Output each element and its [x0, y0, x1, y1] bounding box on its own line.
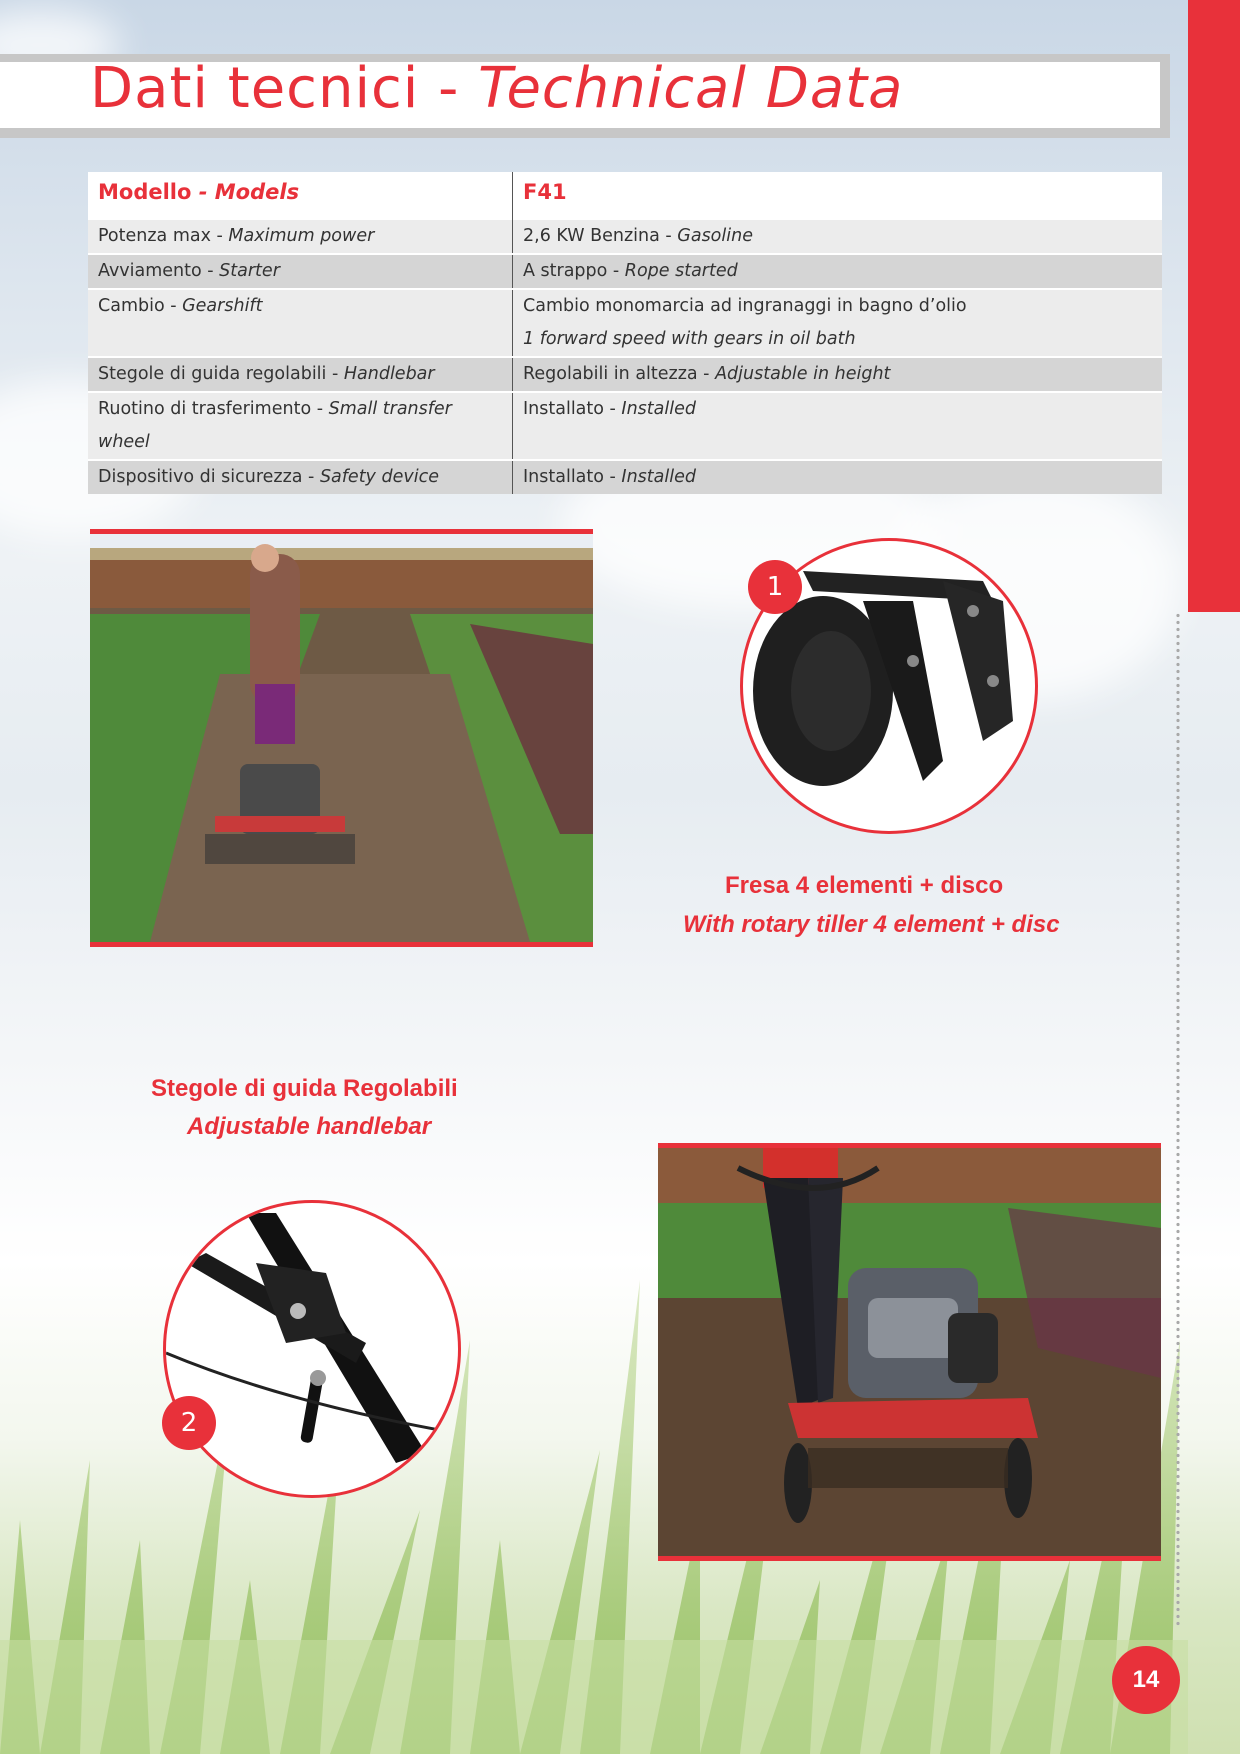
- table-header-row: [88, 172, 1162, 220]
- table-row: Stegole di guida regolabili - Handlebar Regolabili in altezza - Adjustable in height: [88, 357, 1162, 392]
- caption-handlebar-en: Adjustable handlebar: [187, 1113, 432, 1140]
- photo-tiller-closeup: [658, 1143, 1161, 1561]
- accent-bar: [1188, 0, 1240, 612]
- spec-table: [88, 172, 1162, 494]
- detail-circle-handlebar: [163, 1200, 461, 1498]
- caption-tiller: Fresa 4 elementi + disco: [725, 872, 1004, 899]
- table-row: Cambio - Gearshift Cambio monomarcia ad ingranaggi in bagno d’olio 1 forward speed with gears in oil bath: [88, 289, 1162, 357]
- table-row: Potenza max - Maximum power 2,6 KW Benzina - Gasoline: [88, 220, 1162, 254]
- caption-tiller-en: With rotary tiller 4 element + disc: [683, 911, 1060, 938]
- header-cell-model: Modello - Models: [88, 172, 513, 220]
- page-number: 14: [1112, 1646, 1180, 1714]
- badge-1: 1: [748, 560, 802, 614]
- header-cell-value: F41: [513, 172, 1163, 220]
- badge-2: 2: [162, 1396, 216, 1450]
- caption-handlebar: Stegole di guida Regolabili: [151, 1075, 458, 1102]
- dotted-divider: [1176, 612, 1180, 1627]
- table-row: Dispositivo di sicurezza - Safety device Installato - Installed: [88, 460, 1162, 494]
- photo-woman-tilling: [90, 529, 593, 947]
- page-title: Dati tecnici - Technical Data: [90, 56, 904, 121]
- table-row: Avviamento - Starter A strappo - Rope started: [88, 254, 1162, 289]
- table-row: Ruotino di trasferimento - Small transfer wheel Installato - Installed: [88, 392, 1162, 460]
